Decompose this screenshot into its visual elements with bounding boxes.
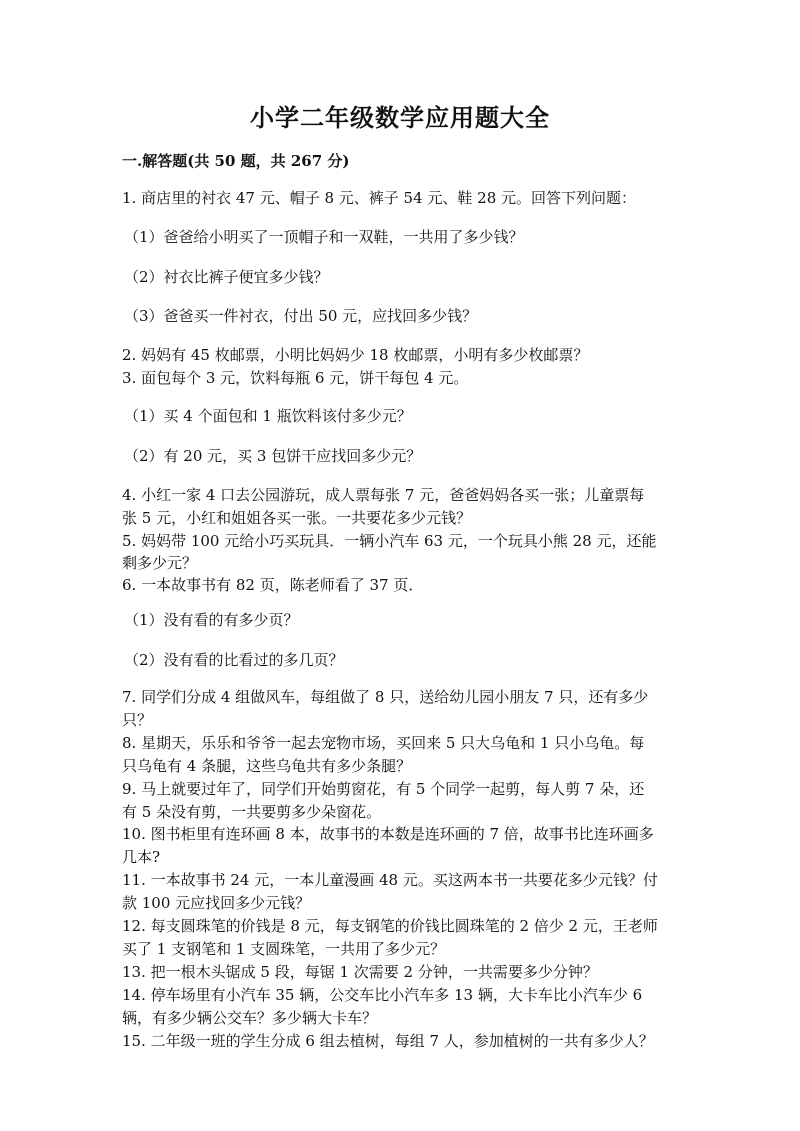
section-heading: 一.解答题(共 50 题，共 267 分) xyxy=(122,152,350,170)
question-line: 辆，有多少辆公交车？多少辆大卡车？ xyxy=(122,1009,378,1027)
question-line: 只？ xyxy=(122,711,153,729)
question-line: 剩多少元？ xyxy=(122,554,198,572)
question-line: 10. 图书柜里有连环画 8 本，故事书的本数是连环画的 7 倍，故事书比连环画多 xyxy=(122,825,654,843)
question-line: 15. 二年级一班的学生分成 6 组去植树，每组 7 人，参加植树的一共有多少人？ xyxy=(122,1032,654,1050)
question-line: 款 100 元应找回多少元钱？ xyxy=(122,894,311,912)
question-line: 6. 一本故事书有 82 页，陈老师看了 37 页． xyxy=(122,576,424,594)
sub-question-line: （3）爸爸买一件衬衣，付出 50 元，应找回多少钱？ xyxy=(124,307,478,325)
question-line: 4. 小红一家 4 口去公园游玩，成人票每张 7 元，爸爸妈妈各买一张；儿童票每 xyxy=(122,486,645,504)
question-line: 13. 把一根木头锯成 5 段，每锯 1 次需要 2 分钟，一共需要多少分钟？ xyxy=(122,963,598,981)
question-line: 张 5 元，小红和姐姐各买一张。一共要花多少元钱？ xyxy=(122,509,472,527)
question-line: 5. 妈妈带 100 元给小巧买玩具．一辆小汽车 63 元，一个玩具小熊 28 元，还能 xyxy=(122,532,657,550)
question-line: 1. 商店里的衬衣 47 元、帽子 8 元、裤子 54 元、鞋 28 元。回答下列问题： xyxy=(122,189,637,207)
question-line: 2. 妈妈有 45 枚邮票，小明比妈妈少 18 枚邮票，小明有多少枚邮票？ xyxy=(122,346,589,364)
sub-question-line: （2）有 20 元，买 3 包饼干应找回多少元？ xyxy=(124,447,422,465)
question-line: 14. 停车场里有小汽车 35 辆，公交车比小汽车多 13 辆，大卡车比小汽车少 6 xyxy=(122,986,643,1004)
question-line: 买了 1 支钢笔和 1 支圆珠笔，一共用了多少元？ xyxy=(122,940,446,958)
question-line: 只乌龟有 4 条腿，这些乌龟共有多少条腿？ xyxy=(122,757,412,775)
sub-question-line: （1）没有看的有多少页？ xyxy=(124,611,299,629)
sub-question-line: （2）衬衣比裤子便宜多少钱？ xyxy=(124,268,329,286)
sub-question-line: （2）没有看的比看过的多几页？ xyxy=(124,651,344,669)
sub-question-line: （1）爸爸给小明买了一顶帽子和一双鞋，一共用了多少钱？ xyxy=(124,228,524,246)
page-title: 小学二年级数学应用题大全 xyxy=(250,103,550,132)
question-line: 8. 星期天，乐乐和爷爷一起去宠物市场，买回来 5 只大乌龟和 1 只小乌龟。每 xyxy=(122,734,645,752)
question-line: 7. 同学们分成 4 组做风车，每组做了 8 只，送给幼儿园小朋友 7 只，还有多少 xyxy=(122,688,649,706)
question-line: 几本? xyxy=(122,848,161,866)
question-line: 9. 马上就要过年了，同学们开始剪窗花，有 5 个同学一起剪，每人剪 7 朵，还 xyxy=(122,780,645,798)
question-line: 11. 一本故事书 24 元，一本儿童漫画 48 元。买这两本书一共要花多少元钱？付 xyxy=(122,871,658,889)
question-line: 有 5 朵没有剪，一共要剪多少朵窗花。 xyxy=(122,803,382,821)
question-line: 12. 每支圆珠笔的价钱是 8 元，每支钢笔的价钱比圆珠笔的 2 倍少 2 元，王老师 xyxy=(122,917,658,935)
sub-question-line: （1）买 4 个面包和 1 瓶饮料该付多少元？ xyxy=(124,407,412,425)
question-line: 3. 面包每个 3 元，饮料每瓶 6 元，饼干每包 4 元。 xyxy=(122,369,469,387)
